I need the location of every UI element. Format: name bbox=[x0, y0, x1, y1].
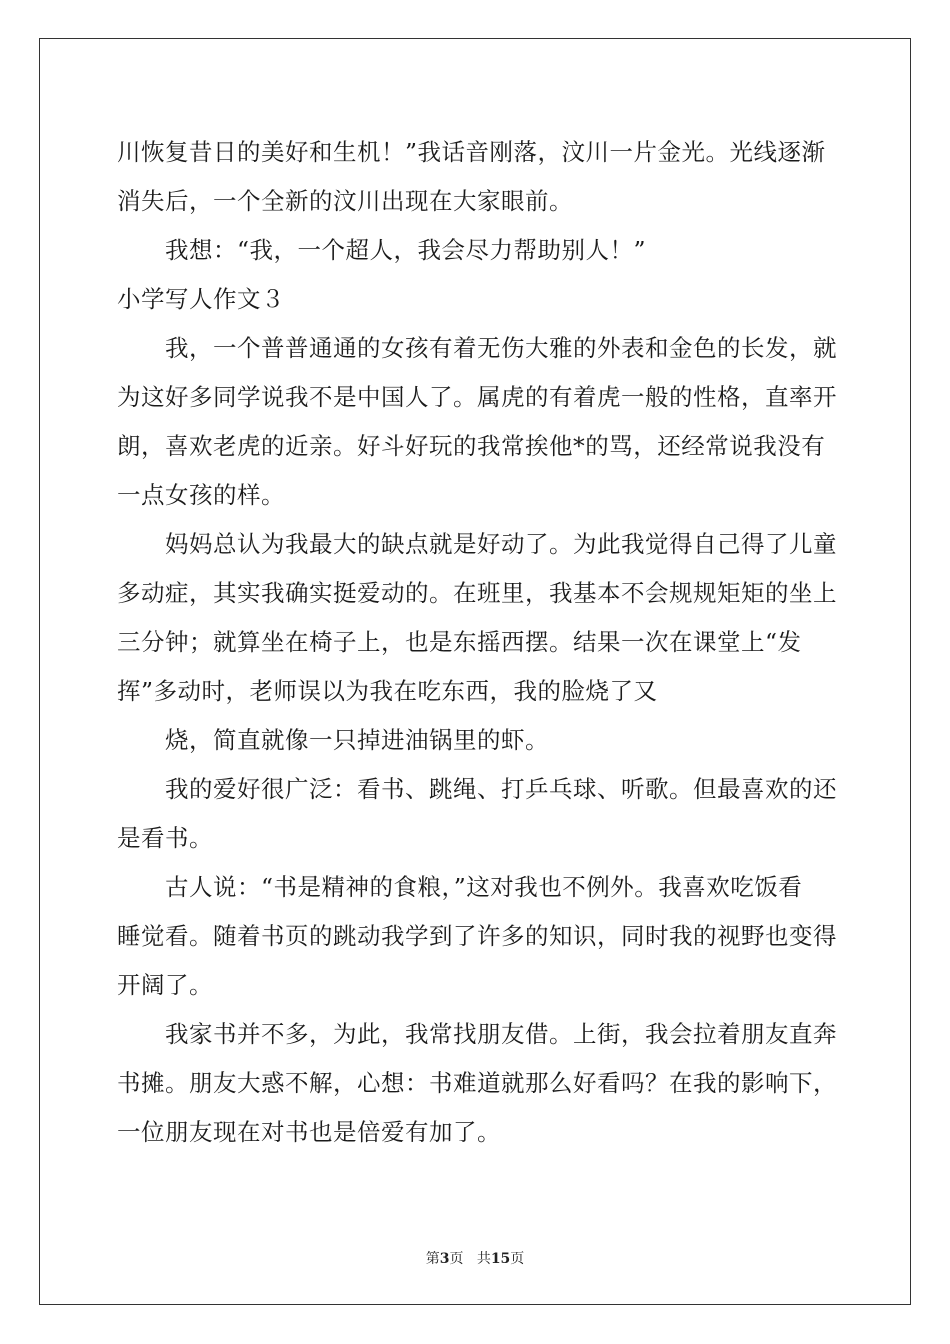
text-line-19: 我家书并不多，为此，我常找朋友借。上街，我会拉着朋友直奔 bbox=[165, 1020, 837, 1048]
text-line-14: 我的爱好很广泛：看书、跳绳、打乒乓球、听歌。但最喜欢的还 bbox=[165, 775, 837, 803]
text-line-7: 朗，喜欢老虎的近亲。好斗好玩的我常挨他*的骂，还经常说我没有 bbox=[117, 432, 826, 460]
text-line-11: 三分钟；就算坐在椅子上，也是东摇西摆。结果一次在课堂上“发 bbox=[117, 628, 802, 656]
total-suffix: 页 bbox=[510, 1251, 525, 1267]
text-line-12: 挥”多动时，老师误以为我在吃东西，我的脸烧了又 bbox=[117, 677, 658, 705]
document-body bbox=[117, 128, 837, 1157]
text-line-13: 烧，简直就像一只掉进油锅里的虾。 bbox=[165, 726, 549, 754]
text-line-16: 古人说：“书是精神的食粮，”这对我也不例外。我喜欢吃饭看 bbox=[165, 873, 803, 901]
page-number: 3 bbox=[439, 1251, 450, 1267]
text-line-10: 多动症，其实我确实挺爱动的。在班里，我基本不会规规矩矩的坐上 bbox=[117, 579, 837, 607]
total-prefix: 共 bbox=[476, 1251, 491, 1267]
section-heading: 小学写人作文３ bbox=[117, 285, 285, 313]
text-line-15: 是看书。 bbox=[117, 824, 213, 852]
text-line-2: 消失后，一个全新的汶川出现在大家眼前。 bbox=[117, 187, 573, 215]
page-prefix: 第 bbox=[425, 1251, 440, 1267]
text-line-5: 我，一个普普通通的女孩有着无伤大雅的外表和金色的长发，就 bbox=[165, 334, 837, 362]
page-suffix: 页 bbox=[449, 1251, 464, 1267]
text-line-1: 川恢复昔日的美好和生机！”我话音刚落，汶川一片金光。光线逐渐 bbox=[117, 138, 826, 166]
text-line-8: 一点女孩的样。 bbox=[117, 481, 285, 509]
total-pages: 15 bbox=[490, 1251, 511, 1267]
text-line-3: 我想：“我，一个超人，我会尽力帮助别人！” bbox=[165, 236, 647, 264]
text-line-20: 书摊。朋友大惑不解，心想：书难道就那么好看吗？在我的影响下， bbox=[117, 1069, 837, 1097]
page-footer bbox=[0, 1248, 950, 1268]
text-line-18: 开阔了。 bbox=[117, 971, 213, 999]
text-line-6: 为这好多同学说我不是中国人了。属虎的有着虎一般的性格，直率开 bbox=[117, 383, 837, 411]
text-line-9: 妈妈总认为我最大的缺点就是好动了。为此我觉得自己得了儿童 bbox=[165, 530, 837, 558]
text-line-17: 睡觉看。随着书页的跳动我学到了许多的知识，同时我的视野也变得 bbox=[117, 922, 837, 950]
text-line-21: 一位朋友现在对书也是倍爱有加了。 bbox=[117, 1118, 501, 1146]
